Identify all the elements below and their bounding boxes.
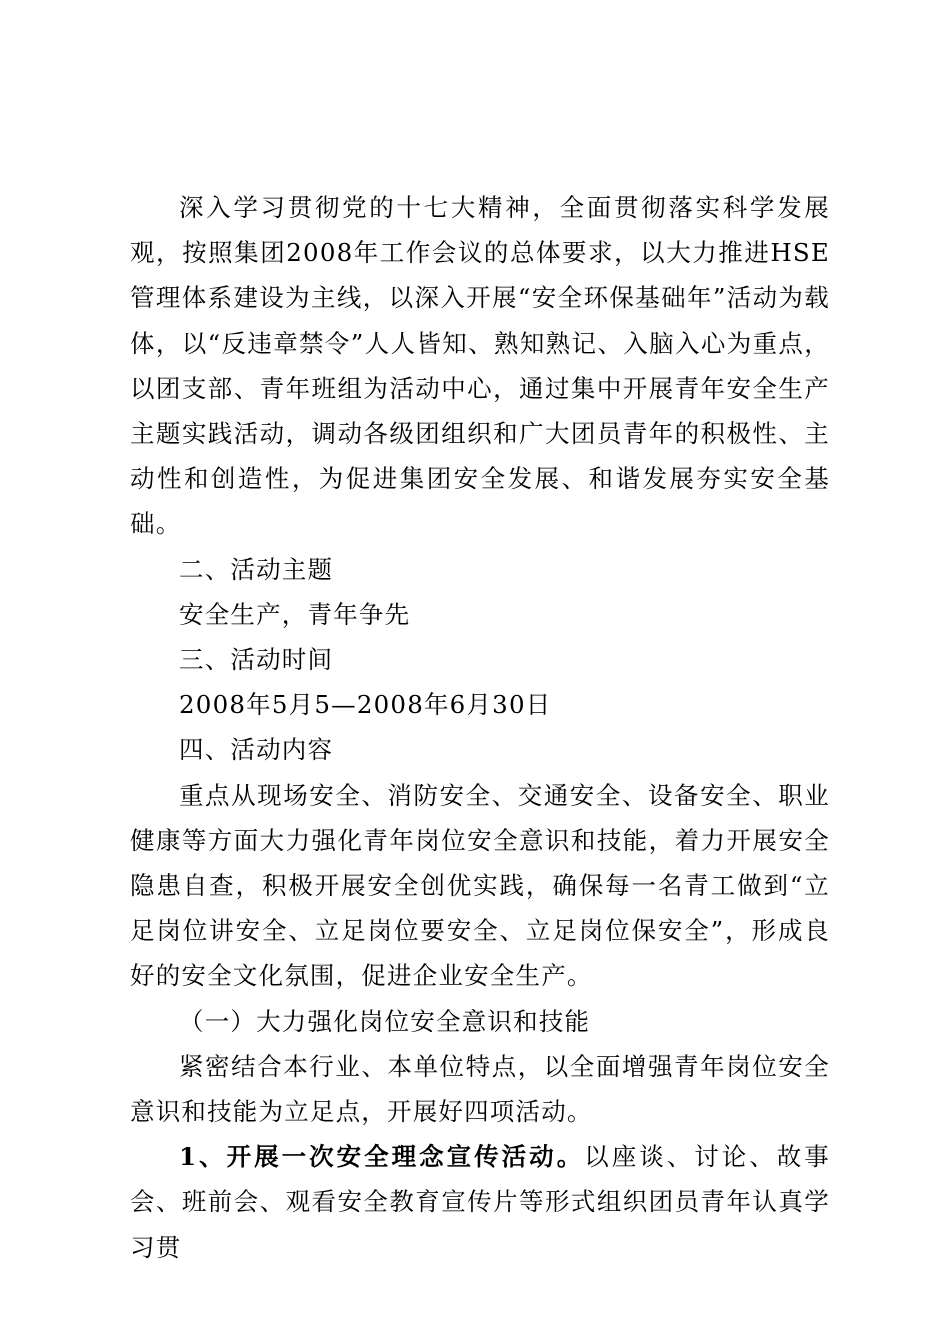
document-page: [130, 185, 830, 1270]
section-heading-time: 三、活动时间: [179, 645, 334, 675]
subsection-body-skills: 紧密结合本行业、本单位特点，以全面增强青年岗位安全意识和技能为立足点，开展好四项活动。: [130, 1051, 830, 1127]
activity-item-1-body: 以座谈、讨论、故事会、班前会、观看安全教育宣传片等形式组织团员青年认真学习贯: [130, 1142, 830, 1262]
section-heading-content: 四、活动内容: [179, 735, 334, 765]
activity-item-1-lead: 1、开展一次安全理念宣传活动。: [179, 1142, 585, 1172]
section-heading-theme: 二、活动主题: [179, 554, 334, 584]
subsection-heading-skills: （一）大力强化岗位安全意识和技能: [179, 1006, 591, 1036]
intro-paragraph: 深入学习贯彻党的十七大精神，全面贯彻落实科学发展观，按照集团2008年工作会议的总体要求，以大力推进HSE管理体系建设为主线，以深入开展“安全环保基础年”活动为载体，以“反违章禁令”人人皆知、熟知熟记、入脑入心为重点，以团支部、青年班组为活动中心，通过集中开展青年安全生产主题实践活动，调动各级团组织和广大团员青年的积极性、主动性和创造性，为促进集团安全发展、和谐发展夯实安全基础。: [130, 193, 830, 539]
activity-item-1: [130, 1134, 830, 1270]
section-body-theme: 安全生产，青年争先: [179, 599, 411, 629]
section-body-time: 2008年5月5—2008年6月30日: [179, 690, 552, 720]
section-body-content: 重点从现场安全、消防安全、交通安全、设备安全、职业健康等方面大力强化青年岗位安全意识和技能，着力开展安全隐患自查，积极开展安全创优实践，确保每一名青工做到“立足岗位讲安全、立足岗位要安全、立足岗位保安全”，形成良好的安全文化氛围，促进企业安全生产。: [130, 780, 830, 991]
